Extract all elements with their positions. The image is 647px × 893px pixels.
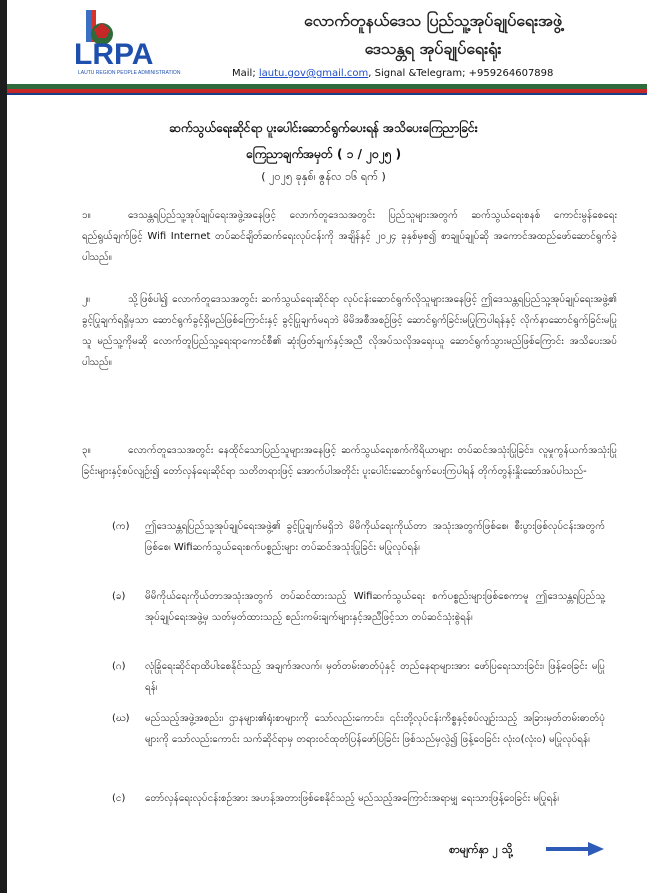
item-mark-ga: (ဂ) — [112, 661, 126, 672]
paragraph-1: ဒေသန္တရပြည်သူ့အုပ်ချုပ်ရေးအဖွဲ့အနေဖြင့် လောက်တူဒေသအတွင်း ပြည်သူများအတွက် ဆက်သွယ်ရေးစနစ် ကောင်းမွန်စေရေး ရည်ရွယ်ချက်ဖြင့် Wifi Internet တပ်ဆင်ချိတ်ဆက်ရေးလုပ်ငန်းကို အချိန်နှင့် ၂၀၂၄ ခုနှစ်မှစ၍ စာချုပ်ချုပ်ဆို အကောင်အထည်ဖော်ဆောင်ရွက်ခဲ့ပါသည်။ — [82, 210, 617, 263]
contact-line — [232, 68, 632, 79]
item-mark-gha: (ဃ) — [112, 713, 130, 724]
org-name: လောက်တူနယ်ဒေသ ပြည်သူ့အုပ်ချုပ်ရေးအဖွဲ့ — [303, 11, 563, 30]
item-mark-nga: (င) — [112, 793, 126, 804]
email-link[interactable]: lautu.gov@gmail.com — [258, 68, 369, 79]
item-ka: ဤဒေသန္တရပြည်သူ့အုပ်ချုပ်ရေးအဖွဲ့၏ ခွင့်ပြုချက်မရှိဘဲ မိမိကိုယ်ရေးကိုယ်တာ အသုံးအတွက်ဖြစ်စေ၊ စီးပွားဖြစ်လုပ်ငန်းအတွက်ဖြစ်စေ၊ Wifiဆက်သွယ်ရေးစက်ပစ္စည်းများ တပ်ဆင်အသုံးပြုခြင်း မပြုလုပ်ရန်၊ — [145, 521, 605, 553]
signal-telegram-info: , Signal &Telegram; +959264607898 — [368, 68, 554, 79]
header-band-blue — [7, 93, 647, 95]
logo-subtitle: LAUTU REGION PEOPLE ADMINISTRATION — [78, 70, 181, 76]
paragraph-number-1: ၁။ — [82, 210, 91, 221]
paragraph-number-3: ၃။ — [82, 445, 91, 456]
office-name: ဒေသန္တရ အုပ်ချုပ်ရေးရုံး — [364, 39, 502, 58]
continued-note: စာမျက်နှာ ၂ သို့ — [449, 843, 513, 856]
arrow-right-icon — [546, 840, 606, 858]
item-nga: တော်လှန်ရေးလုပ်ငန်းစဉ်အား အဟန့်အတားဖြစ်စေနိုင်သည့် မည်သည့်အကြောင်းအရာမျှ ရေးသားဖြန့်ဝေခြင်း မပြုရန်၊ — [145, 793, 559, 804]
lrpa-logo — [68, 8, 208, 78]
mail-label: Mail; — [232, 68, 259, 79]
item-mark-ka: (က) — [112, 521, 130, 532]
document-title: ဆက်သွယ်ရေးဆိုင်ရာ ပူးပေါင်းဆောင်ရွက်ပေးရန် အသိပေးကြေညာခြင်း — [169, 121, 478, 135]
announcement-number: ကြေညာချက်အမှတ် ( ၁ / ၂၀၂၅ ) — [245, 147, 402, 161]
paragraph-2: သို့ဖြစ်ပါ၍ လောက်တူဒေသအတွင်း ဆက်သွယ်ရေးဆိုင်ရာ လုပ်ငန်းဆောင်ရွက်လိုသူများအနေဖြင့် ဤဒေသန္တရပြည်သူ့အုပ်ချုပ်ရေးအဖွဲ့၏ ခွင့်ပြုချက်ရရှိမှသာ ဆောင်ရွက်ခွင့်ရှိမည်ဖြစ်ကြောင်းနှင့် ခွင့်ပြုချက်မရဘဲ မိမိအစီအစဉ်ဖြင့် ဆောင်ရွက်ခြင်းမပြုကြပါရန်နှင့် လိုက်နာဆောင်ရွက်ခြင်းမပြုသူ မည်သူ့ကိုမဆို လောက်တူပြည်သူ့ရေးရာကောင်စီ၏ ဆုံးဖြတ်ချက်နှင့်အညီ လိုအပ်သလိုအရေးယူ ဆောင်ရွက်သွားမည်ဖြစ်ကြောင်း အသိပေးအပ်ပါသည်။ — [82, 294, 617, 368]
item-kha: မိမိကိုယ်ရေးကိုယ်တာအသုံးအတွက် တပ်ဆင်ထားသည့် Wifiဆက်သွယ်ရေး စက်ပစ္စည်းများဖြစ်စေကာမူ ဤဒေသန္တရပြည်သူ့အုပ်ချုပ်ရေးအဖွဲ့မှ သတ်မှတ်ထားသည့် စည်းကမ်းချက်များနှင့်အညီဖြင့်သာ တပ်ဆင်သုံးစွဲရန်၊ — [145, 591, 605, 623]
item-mark-kha: (ခ) — [112, 591, 126, 602]
logo-letters: LRPA — [74, 38, 154, 71]
item-ga: လုံခြုံရေးဆိုင်ရာထိပါးစေနိုင်သည့် အချက်အလက်၊ မှတ်တမ်းဓာတ်ပုံနှင့် တည်နေရာများအား ဖော်ပြရေးသားခြင်း၊ ဖြန့်ဝေခြင်း မပြုရန်၊ — [145, 661, 605, 693]
document-date: ( ၂၀၂၅ ခုနှစ်၊ ဇွန်လ ၁၆ ရက် ) — [261, 170, 386, 183]
paragraph-3: လောက်တူဒေသအတွင်း နေထိုင်သောပြည်သူများအနေဖြင့် ဆက်သွယ်ရေးစက်ကိရိယာများ တပ်ဆင်အသုံးပြုခြင်း၊ လူမှုကွန်ယက်အသုံးပြုခြင်းများနှင့်စပ်လျဉ်း၍ တော်လှန်ရေးဆိုင်ရာ သတိတရားဖြင့် အောက်ပါအတိုင်း ပူးပေါင်းဆောင်ရွက်ပေးကြပါရန် တိုက်တွန်းနှိုးဆော်အပ်ပါသည်- — [82, 445, 617, 477]
paragraph-number-2: ၂။ — [82, 294, 90, 305]
page-edge — [0, 0, 7, 893]
item-gha: မည်သည့်အဖွဲ့အစည်း၊ ဌာနများ၏ရုံးစာများကို သော်လည်းကောင်း၊ ၎င်းတို့လုပ်ငန်းကိစ္စနှင့်စပ်လျဉ်းသည့် အခြားမှတ်တမ်းဓာတ်ပုံများကို သော်လည်းကောင်း သက်ဆိုင်ရာမှ တရားဝင်ထုတ်ပြန်ဖော်ပြခြင်း ဖြစ်သည်မှလွဲ၍ ဖြန့်ဝေခြင်း လုံးဝ(လုံးဝ) မပြုလုပ်ရန်၊ — [145, 713, 605, 745]
